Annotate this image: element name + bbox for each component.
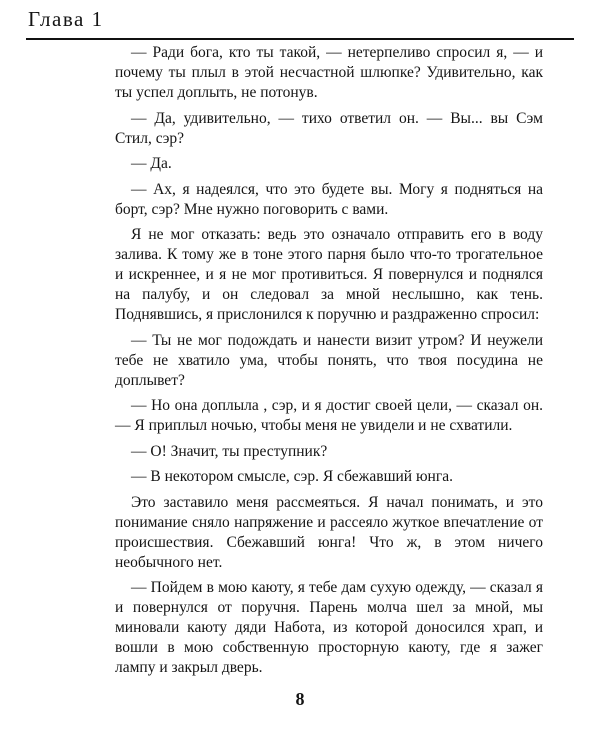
paragraph: — Да, удивительно, — тихо ответил он. — Вы... вы Сэм Стил, сэр?: [115, 109, 543, 147]
header-rule: [26, 38, 574, 40]
paragraph: Это заставило меня рассмеяться. Я начал понимать, и это понимание сняло напряжение и рассеяло жуткое впечатление от происшествия. Сбежавший юнга! Что ж, в этом ничего необычного нет.: [115, 493, 543, 571]
paragraph: — Но она доплыла , сэр, и я достиг своей цели, — сказал он. — Я приплыл ночью, чтобы меня не увидели и не схватили.: [115, 397, 543, 434]
paragraph: — Ты не мог подождать и нанести визит утром? И неужели тебе не хватило ума, чтобы понять, что твоя посудина не доплывет?: [115, 331, 543, 389]
paragraph: — Пойдем в мою каюту, я тебе дам сухую одежду, — сказал я и повернулся от поручня. Парень молча шел за мной, мы миновали каюту дяди Набота, из которой доносился храп, и вошли в мою собственную просторную каюту, где я зажег лампу и закрыл дверь.: [115, 579, 543, 676]
paragraph: Я не мог отказать: ведь это означало отправить его в воду залива. К тому же в тоне этого парня было что-то трогательное и искреннее, и я не мог противиться. Я повернулся и поднялся на палубу, и он следовал за мной неслышно, как тень. Поднявшись, я прислонился к поручню и раздраженно спросил:: [115, 226, 543, 323]
chapter-heading: Глава 1: [28, 7, 104, 31]
paragraph: — В некотором смысле, сэр. Я сбежавший юнга.: [131, 468, 453, 485]
page-body: [115, 43, 543, 684]
page-number: 8: [295, 689, 305, 709]
paragraph: — Да.: [131, 155, 172, 172]
paragraph: — Ах, я надеялся, что это будете вы. Могу я подняться на борт, сэр? Мне нужно поговорить с вами.: [115, 180, 543, 218]
paragraph: — Ради бога, кто ты такой, — нетерпеливо спросил я, — и почему ты плыл в этой несчастной шлюпке? Удивительно, как ты успел доплыть, не потонув.: [115, 44, 543, 101]
paragraph: — О! Значит, ты преступник?: [131, 442, 328, 460]
